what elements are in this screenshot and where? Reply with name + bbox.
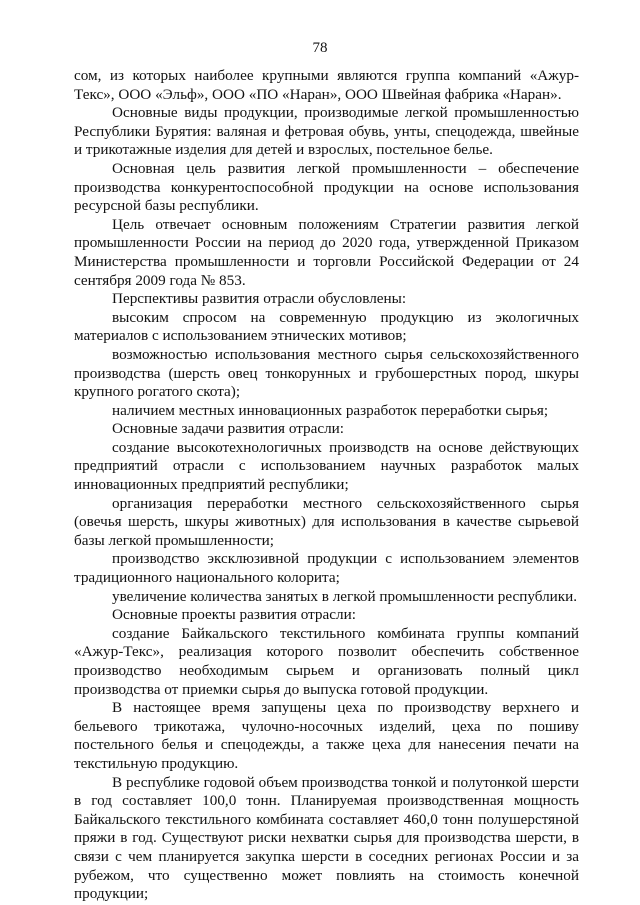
paragraph-prospects-heading: Перспективы развития отрасли обусловлены: [112, 290, 407, 308]
list-item-textile-plant: создание Байкальского текстильного комбината группы компаний «Ажур-Текс», реализация которого позволит обеспечить собственное производство необходимым сырьем и организовать полный цикл производства от приемки сырья до выпуска готовой продукции. [74, 624, 579, 698]
document-body [74, 67, 579, 904]
list-item-exclusive-products: производство эксклюзивной продукции с использованием элементов традиционного национального колорита; [74, 550, 579, 587]
paragraph-wool-production: В республике годовой объем производства тонкой и полутонкой шерсти в год составляет 100,0 тонн. Планируемая производственная мощность Байкальского текстильного комбината составляет 460,0 тонн полушерстяной пряжи в год. Существуют риски нехватки сырья для производства шерсти, в связи с чем планируется закупка шерсти в соседних регионах России и за рубежом, что существенно может повлиять на стоимость конечной продукции; [74, 773, 579, 903]
paragraph-projects-heading: Основные проекты развития отрасли: [112, 606, 356, 624]
list-item-innovations: наличием местных инновационных разработок переработки сырья; [112, 401, 549, 419]
paragraph-main-goal: Основная цель развития легкой промышленности – обеспечение производства конкурентоспособной продукции на основе использования ресурсной базы республики. [74, 159, 579, 215]
list-item-high-tech: создание высокотехнологичных производств на основе действующих предприятий отрасли с использованием научных разработок малых инновационных предприятий республики; [74, 438, 579, 494]
list-item-demand: высоким спросом на современную продукцию из экологичных материалов с использованием этнических мотивов; [74, 308, 579, 345]
list-item-employment: увеличение количества занятых в легкой промышленности республики. [112, 587, 578, 605]
paragraph-tasks-heading: Основные задачи развития отрасли: [112, 420, 345, 438]
list-item-processing: организация переработки местного сельскохозяйственного сырья (овечья шерсть, шкуры животных) для использования в качестве сырьевой базы легкой промышленности; [74, 494, 579, 549]
page-number: 78 [312, 40, 328, 56]
paragraph-product-types: Основные виды продукции, производимые легкой промышленностью Республики Бурятия: валяная и фетровая обувь, унты, спецодежда, швейные и трикотажные изделия для детей и взрослых, постельное белье. [74, 104, 579, 159]
list-item-local-raw-materials: возможностью использования местного сырья сельскохозяйственного производства (шерсть овец тонкорунных и грубошерстных пород, шкуры крупного рогатого скота); [74, 345, 579, 401]
paragraph-strategy: Цель отвечает основным положениям Стратегии развития легкой промышленности России на период до 2020 года, утвержденной Приказом Министерства промышленности и торговли Российской Федерации от 24 сентября 2009 года № 853. [74, 215, 579, 289]
paragraph-workshops: В настоящее время запущены цеха по производству верхнего и бельевого трикотажа, чулочно-носочных изделий, цеха по пошиву постельного белья и спецодежды, а также цеха для нанесения печати на текстильную продукцию. [74, 699, 579, 772]
paragraph-continuation: сом, из которых наиболее крупными являются группа компаний «Ажур-Текс», ООО «Эльф», ООО «ПО «Наран», ООО Швейная фабрика «Наран». [74, 67, 579, 103]
